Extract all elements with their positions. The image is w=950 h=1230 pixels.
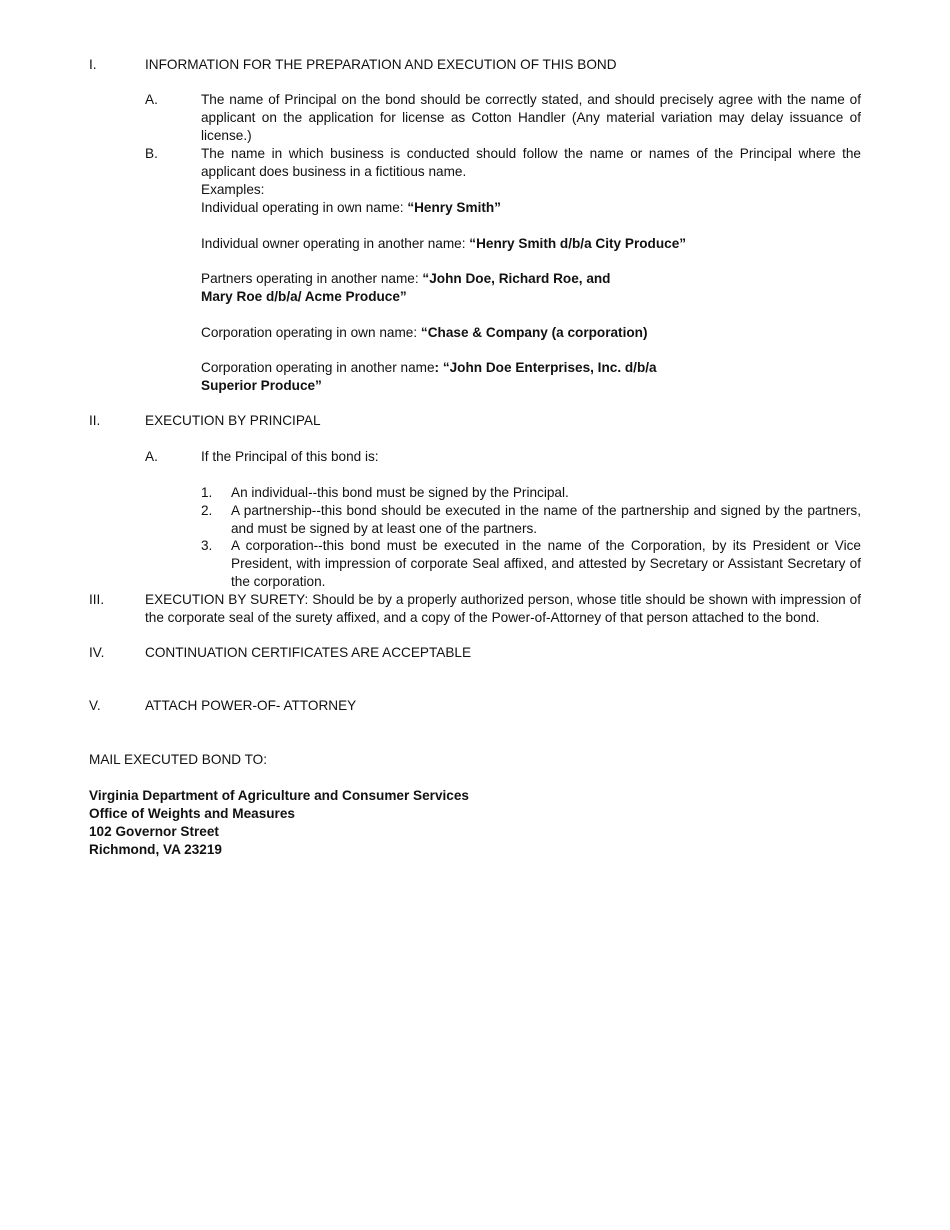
example-value: “John Doe Enterprises, Inc. d/b/a [439,360,657,375]
example-value: “Henry Smith d/b/a City Produce” [469,236,687,251]
section-2-numeral: II. [89,413,101,428]
section-1a-letter: A. [145,92,158,107]
section-5-title: ATTACH POWER-OF- ATTORNEY [145,698,357,713]
section-5-numeral: V. [89,698,101,713]
address-line-organization: Virginia Department of Agriculture and Consumer Services [89,788,469,803]
example-corporation-continuation: Superior Produce” [201,378,322,393]
example-value: “Henry Smith” [407,200,501,215]
example-label: Corporation operating in own name: [201,325,421,340]
example-partners-another-name [201,270,611,288]
section-4-title: CONTINUATION CERTIFICATES ARE ACCEPTABLE [145,645,472,660]
example-individual-own-name [201,199,501,217]
section-1b-letter: B. [145,146,158,161]
section-1-numeral: I. [89,57,97,72]
section-2-title: EXECUTION BY PRINCIPAL [145,413,321,428]
section-3-text: EXECUTION BY SURETY: Should be by a properly authorized person, whose title should be shown with impression of the corporate seal of the surety affixed, and a copy of the Power-of-Attorney of that person attached to the bond. [145,592,861,625]
section-3-numeral: III. [89,592,105,607]
section-1b-text: The name in which business is conducted should follow the name or names of the Principal where the applicant does business in a fictitious name. [201,146,861,179]
address-line-city: Richmond, VA 23219 [89,842,222,857]
list-item-1-number: 1. [201,485,213,500]
example-label: Partners operating in another name: [201,271,423,286]
section-1a-text: The name of Principal on the bond should be correctly stated, and should precisely agree with the name of applicant on the application for license as Cotton Handler (Any material variation may delay issuance of license.) [201,92,861,143]
section-2a-letter: A. [145,449,158,464]
example-value: “Chase & Company (a corporation) [420,325,648,340]
examples-label: Examples: [201,182,265,197]
list-item-3-text: A corporation--this bond must be executed in the name of the Corporation, by its President or Vice President, with impression of corporate Seal affixed, and attested by Secretary or Assistant Secretary of the corporation. [231,538,861,589]
example-corporation-own-name [201,324,648,342]
section-4-numeral: IV. [89,645,105,660]
address-line-street: 102 Governor Street [89,824,219,839]
list-item-3-number: 3. [201,538,213,553]
section-2a-text: If the Principal of this bond is: [201,449,379,464]
address-line-office: Office of Weights and Measures [89,806,295,821]
list-item-1-text: An individual--this bond must be signed by the Principal. [231,485,569,500]
list-item-2-number: 2. [201,503,213,518]
example-label: Corporation operating in another name [201,360,435,375]
example-colon: : [434,360,440,375]
example-partners-continuation: Mary Roe d/b/a/ Acme Produce” [201,289,407,304]
example-corporation-another-name [201,359,657,377]
example-label: Individual owner operating in another name: [201,236,470,251]
example-label: Individual operating in own name: [201,200,408,215]
example-value: “John Doe, Richard Roe, and [422,271,611,286]
example-individual-another-name [201,235,686,253]
list-item-2-text: A partnership--this bond should be executed in the name of the partnership and signed by the partners, and must be signed by at least one of the partners. [231,503,861,536]
mail-label: MAIL EXECUTED BOND TO: [89,752,268,767]
section-1-title: INFORMATION FOR THE PREPARATION AND EXECUTION OF THIS BOND [145,57,617,72]
